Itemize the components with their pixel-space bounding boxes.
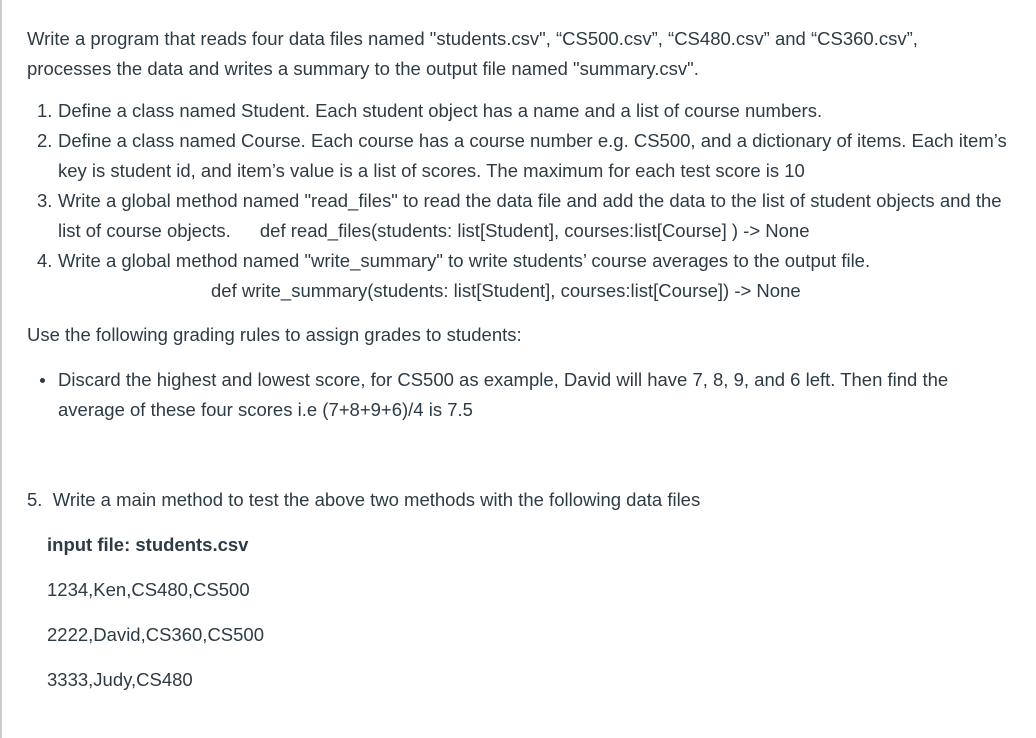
step-number: 1.	[37, 100, 53, 121]
csv-data-line: 1234,Ken,CS480,CS500	[47, 579, 250, 600]
grading-rules-list	[27, 365, 1017, 425]
list-item	[27, 365, 1017, 425]
csv-data-line: 2222,David,CS360,CS500	[47, 624, 265, 645]
list-item	[27, 126, 1017, 186]
grading-rules-heading: Use the following grading rules to assign grades to students:	[27, 324, 522, 345]
read-files-signature: def read_files(students: list[Student], courses:list[Course] ) -> None	[259, 220, 810, 241]
list-item	[27, 186, 1017, 246]
step-text: Define a class named Course. Each course has a course number e.g. CS500, and a dictionary of items. Each item’s key is student id, and item’s value is a list of scores. The maximum for each test score is 10	[58, 130, 1007, 181]
step-number: 3.	[37, 190, 53, 211]
step-5-paragraph	[27, 485, 1017, 515]
write-summary-signature: def write_summary(students: list[Student], courses:list[Course]) -> None	[211, 280, 801, 301]
step-number: 5.	[27, 489, 43, 510]
step-text: Define a class named Student. Each student object has a name and a list of course numbers.	[58, 100, 823, 121]
input-file-label: input file: students.csv	[47, 534, 249, 555]
step-text: Write a main method to test the above two methods with the following data files	[52, 489, 701, 510]
bullet-icon	[40, 378, 45, 383]
content-left-border	[0, 0, 2, 738]
intro-line-2: processes the data and writes a summary to the output file named "summary.csv".	[27, 58, 699, 79]
step-text: Write a global method named "read_files" to read the data file and add the data to the list of student objects and the list of course objects.	[58, 190, 1002, 241]
step-text: Write a global method named "write_summary" to write students’ course averages to the output file.	[58, 250, 871, 271]
intro-paragraph	[27, 24, 1017, 84]
intro-line-1: Write a program that reads four data files named "students.csv", “CS500.csv”, “CS480.csv” and “CS360.csv”,	[27, 28, 918, 49]
instructions-list	[27, 96, 1017, 306]
list-item	[27, 246, 1017, 306]
step-number: 2.	[37, 130, 53, 151]
assignment-content	[27, 24, 1017, 695]
csv-data-line: 3333,Judy,CS480	[47, 669, 193, 690]
grading-rule-text: Discard the highest and lowest score, for CS500 as example, David will have 7, 8, 9, and 6 left. Then find the average of these four scores i.e (7+8+9+6)/4 is 7.5	[58, 369, 949, 420]
step-number: 4.	[37, 250, 53, 271]
list-item	[27, 96, 1017, 126]
